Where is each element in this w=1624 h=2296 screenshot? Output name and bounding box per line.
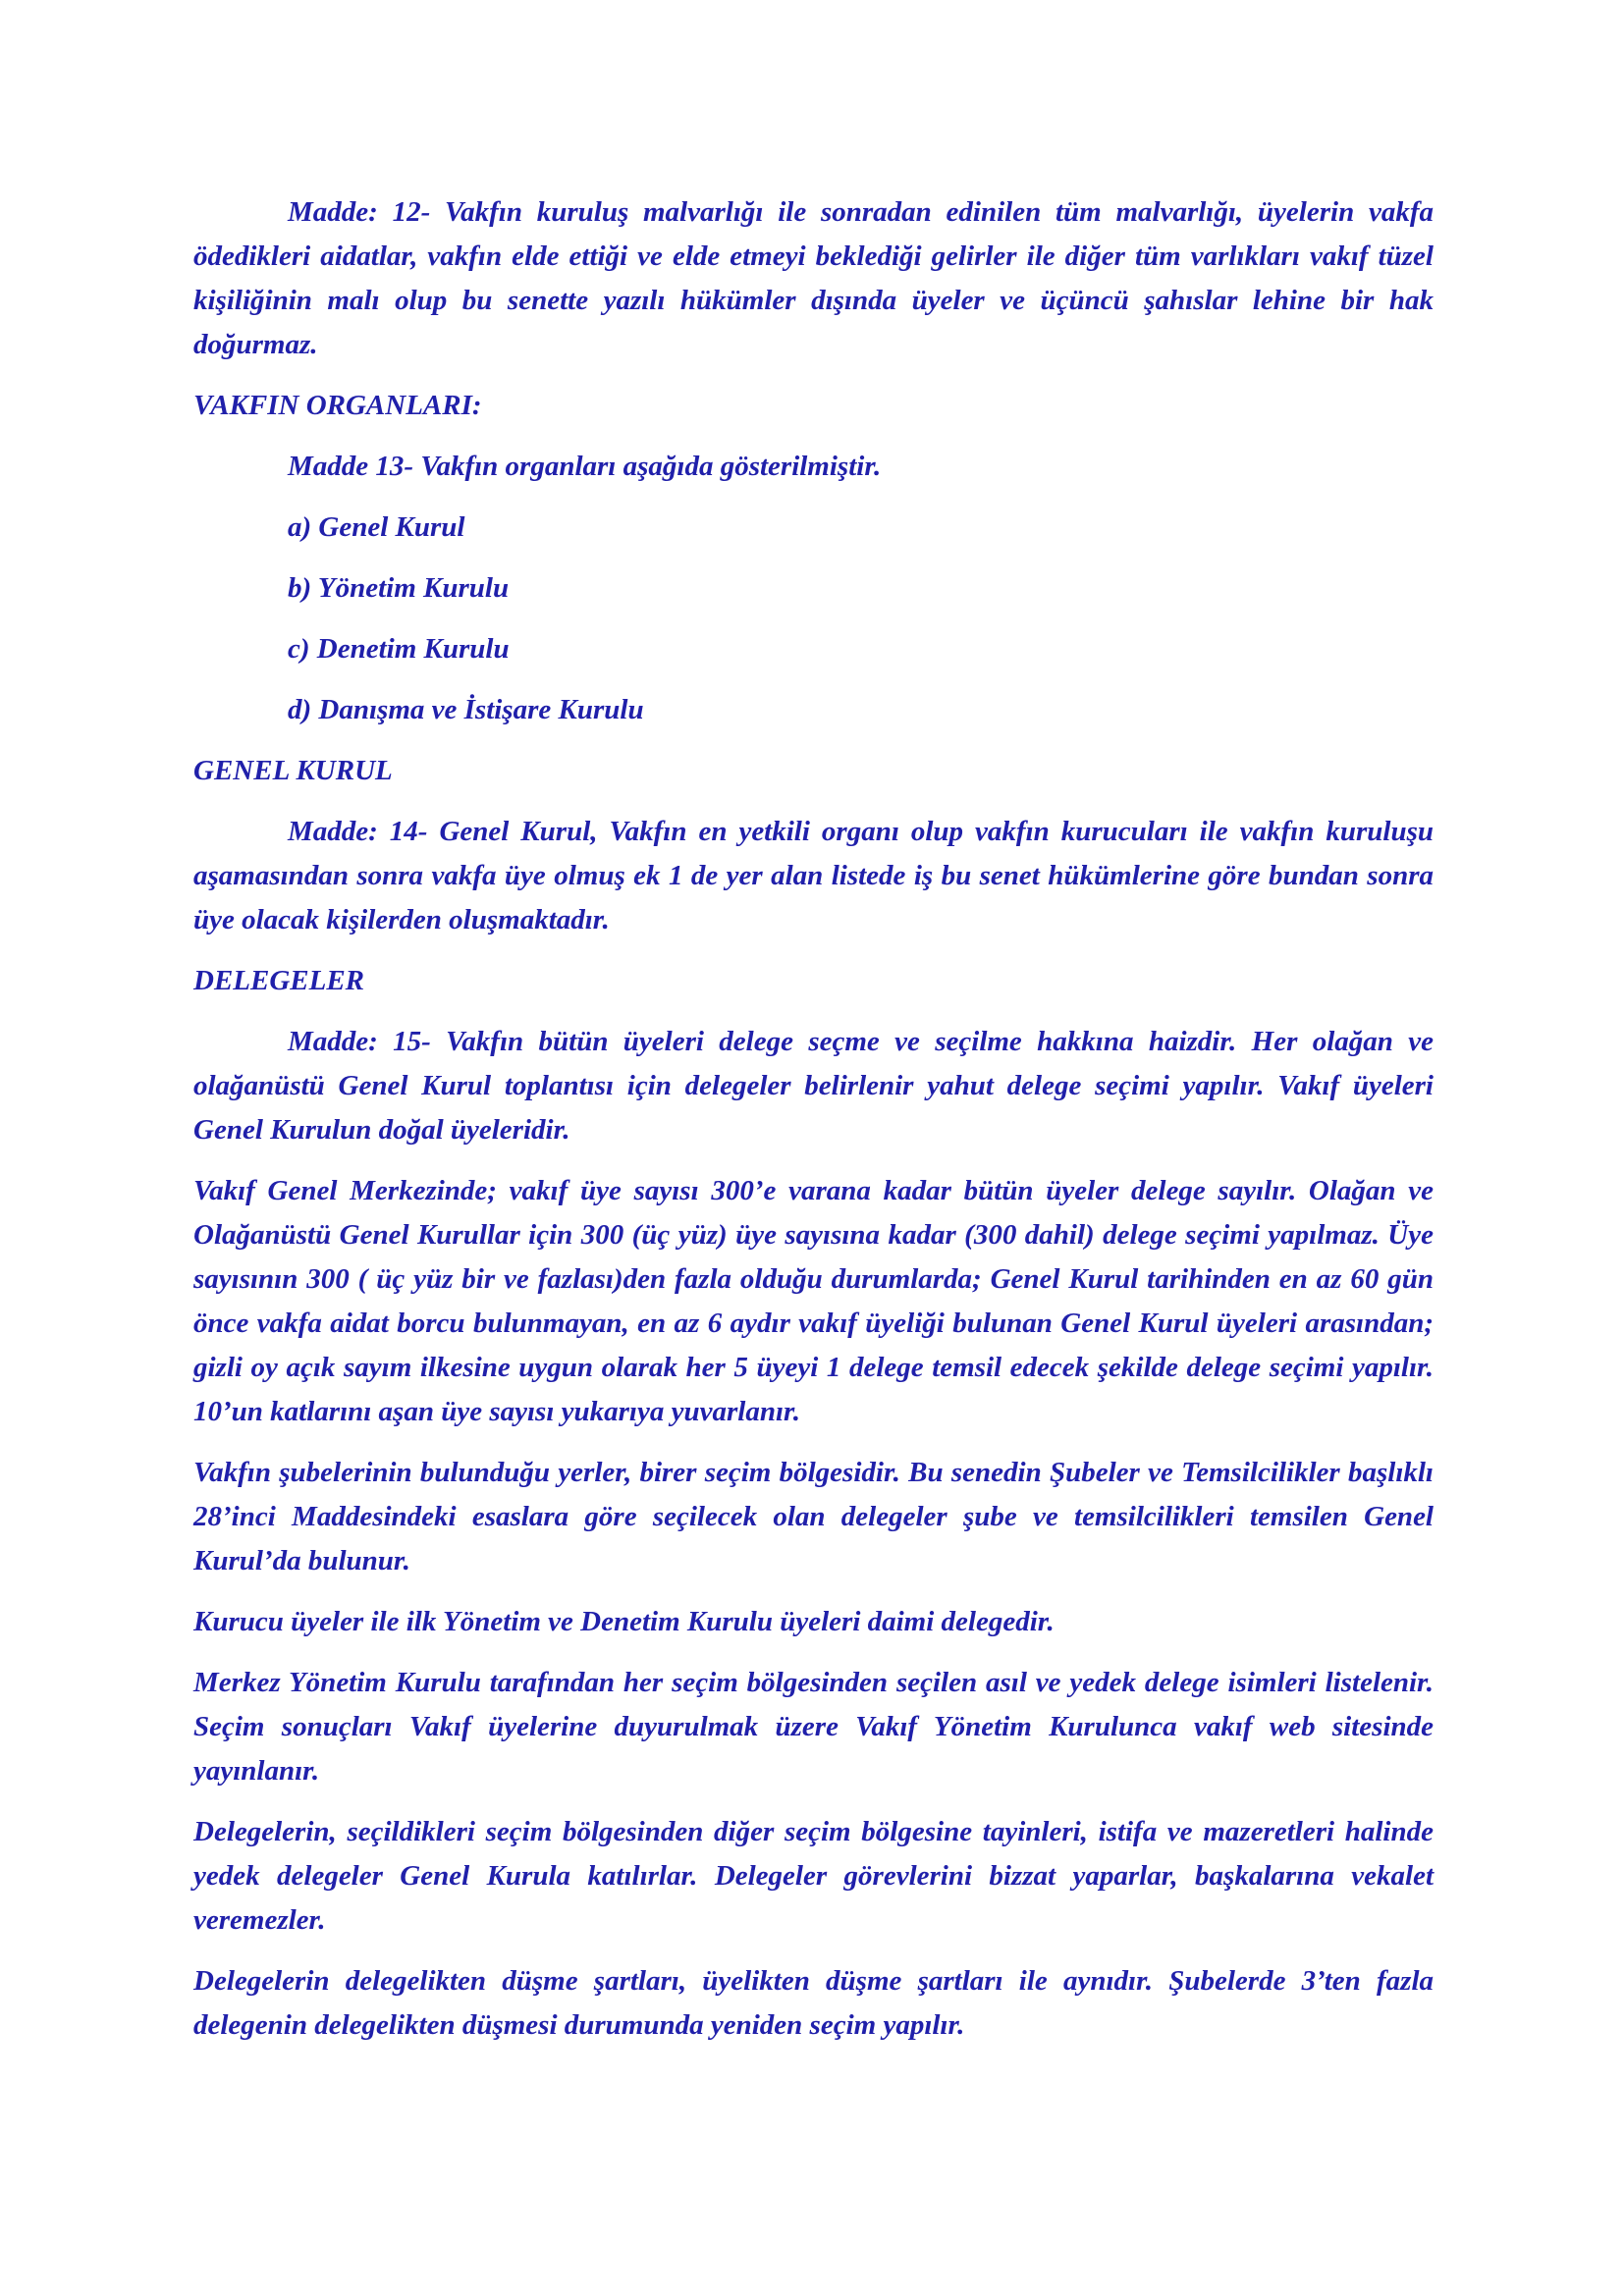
list-item-a-genel-kurul: a) Genel Kurul — [288, 511, 465, 543]
paragraph-madde-15: Madde: 15- Vakfın bütün üyeleri delege seçme ve seçilme hakkına haizdir. Her olağan ve olağanüstü Genel Kurul toplantısı için delegeler belirlenir yahut delege seçimi yapılır. Vakıf üyeleri Genel Kurulun doğal üyeleridir. — [193, 1026, 1434, 1146]
heading-genel-kurul: GENEL KURUL — [193, 755, 393, 786]
document-page — [193, 190, 1434, 2064]
list-item-b-yonetim-kurulu: b) Yönetim Kurulu — [288, 572, 510, 604]
heading-vakfin-organlari: VAKFIN ORGANLARI: — [193, 390, 482, 421]
paragraph-delege-listesi: Merkez Yönetim Kurulu tarafından her seçim bölgesinden seçilen asıl ve yedek delege isimleri listelenir. Seçim sonuçları Vakıf üyelerine duyurulmak üzere Vakıf Yönetim Kurulunca vakıf web sitesinde yayınlanır. — [193, 1667, 1434, 1787]
paragraph-daimi-delegeler: Kurucu üyeler ile ilk Yönetim ve Denetim Kurulu üyeleri daimi delegedir. — [193, 1606, 1055, 1637]
paragraph-delege-tayinleri: Delegelerin, seçildikleri seçim bölgesinden diğer seçim bölgesine tayinleri, istifa ve mazeretleri halinde yedek delegeler Genel Kurula katılırlar. Delegeler görevlerini bizzat yaparlar, başkalarına vekalet veremezler. — [193, 1816, 1434, 1936]
paragraph-madde-14: Madde: 14- Genel Kurul, Vakfın en yetkili organı olup vakfın kurucuları ile vakfın kuruluşu aşamasından sonra vakfa üye olmuş ek 1 de yer alan listede iş bu senet hükümlerine göre bundan sonra üye olacak kişilerden oluşmaktadır. — [193, 816, 1434, 935]
list-item-c-denetim-kurulu: c) Denetim Kurulu — [288, 633, 510, 665]
list-item-d-danisma-istisare: d) Danışma ve İstişare Kurulu — [288, 694, 644, 725]
paragraph-delegelikten-dusme: Delegelerin delegelikten düşme şartları, üyelikten düşme şartları ile aynıdır. Şubelerde 3’ten fazla delegenin delegelikten düşmesi durumunda yeniden seçim yapılır. — [193, 1965, 1434, 2041]
paragraph-madde-13: Madde 13- Vakfın organları aşağıda gösterilmiştir. — [288, 451, 882, 482]
heading-delegeler: DELEGELER — [193, 965, 365, 996]
paragraph-secim-bolgeleri: Vakfın şubelerinin bulunduğu yerler, birer seçim bölgesidir. Bu senedin Şubeler ve Temsilcilikler başlıklı 28’inci Maddesindeki esaslara göre seçilecek olan delegeler şube ve temsilcilikleri temsilen Genel Kurul’da bulunur. — [193, 1457, 1434, 1576]
paragraph-delege-sayisi: Vakıf Genel Merkezinde; vakıf üye sayısı 300’e varana kadar bütün üyeler delege sayılır. Olağan ve Olağanüstü Genel Kurullar için 300 (üç yüz) üye sayısına kadar (300 dahil) delege seçimi yapılmaz. Üye sayısının 300 ( üç yüz bir ve fazlası)den fazla olduğu durumlarda; Genel Kurul tarihinden en az 60 gün önce vakfa aidat borcu bulunmayan, en az 6 aydır vakıf üyeliği bulunan Genel Kurul üyeleri arasından; gizli oy açık sayım ilkesine uygun olarak her 5 üyeyi 1 delege temsil edecek şekilde delege seçimi yapılır. 10’un katlarını aşan üye sayısı yukarıya yuvarlanır. — [193, 1175, 1434, 1427]
paragraph-madde-12: Madde: 12- Vakfın kuruluş malvarlığı ile sonradan edinilen tüm malvarlığı, üyelerin vakfa ödedikleri aidatlar, vakfın elde ettiği ve elde etmeyi beklediği gelirler ile diğer tüm varlıkları vakıf tüzel kişiliğinin malı olup bu senette yazılı hükümler dışında üyeler ve üçüncü şahıslar lehine bir hak doğurmaz. — [193, 196, 1434, 360]
